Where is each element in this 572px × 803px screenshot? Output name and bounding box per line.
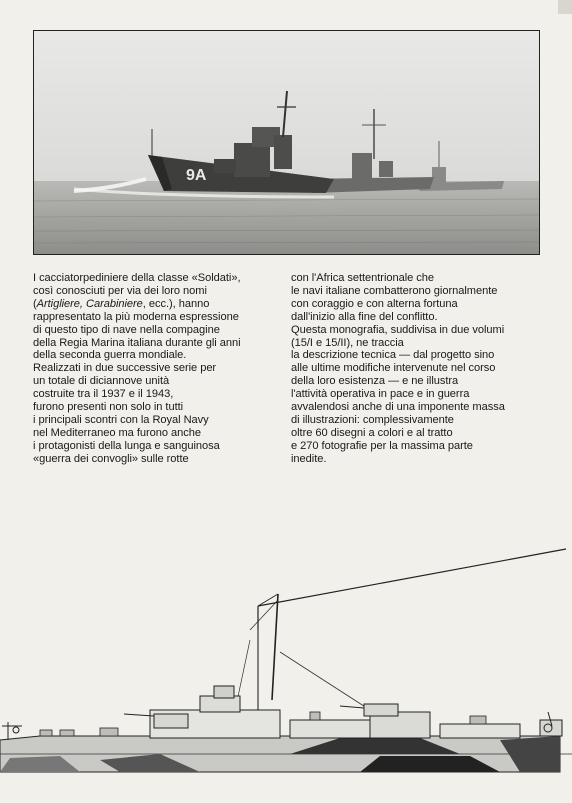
text-segment: i principali scontri con la Royal Navy: [33, 413, 209, 426]
text-line: l'attività operativa in pace e in guerra: [291, 388, 470, 401]
text-segment: di questo tipo di nave nella compagine: [33, 323, 220, 336]
text-line: avvalendosi anche di una imponente massa: [291, 401, 505, 414]
text-line: dall'inizio alla fine del conflitto.: [291, 310, 438, 323]
text-line: [33, 362, 283, 375]
text-line: alle ultime modifiche intervenute nel corso: [291, 362, 496, 375]
text-segment: furono presenti non solo in tutti: [33, 401, 184, 414]
text-line: [33, 324, 283, 337]
text-segment: i protagonisti della lunga e sanguinosa: [33, 439, 220, 452]
text-segment: un totale di diciannove unità: [33, 375, 170, 388]
text-line: di illustrazioni: complessivamente: [291, 413, 454, 426]
text-line: [33, 298, 283, 311]
text-line: [33, 414, 283, 427]
text-line: (15/I e 15/II), ne traccia: [291, 336, 404, 349]
text-line: [33, 285, 283, 298]
text-line: oltre 60 disegni a colori e al tratto: [291, 426, 453, 439]
text-segment: della Regia Marina italiana durante gli anni: [33, 336, 241, 349]
destroyer-photo: [33, 30, 540, 255]
text-line: [33, 440, 283, 453]
destroyer-profile-drawing: [0, 540, 572, 803]
text-segment: «guerra dei convogli» sulle rotte: [33, 452, 189, 465]
text-line: [33, 453, 283, 466]
intro-text-right-column: [291, 272, 546, 466]
text-line: la descrizione tecnica — dal progetto sino: [291, 349, 495, 362]
text-line: [33, 401, 283, 414]
intro-text-left-column: [33, 272, 283, 466]
text-segment: così conosciuti per via dei loro nomi: [33, 284, 207, 297]
text-line: le navi italiane combatterono giornalmente: [291, 284, 498, 297]
text-line: [33, 349, 283, 362]
text-segment: rappresentato la più moderna espressione: [33, 310, 239, 323]
text-line: [33, 311, 283, 324]
text-segment: , ecc.), hanno: [142, 297, 210, 310]
text-line: [33, 427, 283, 440]
text-segment: costruite tra il 1937 e il 1943,: [33, 388, 174, 401]
hull-number: 9A: [186, 167, 207, 184]
text-segment: Artigliere, Carabiniere: [36, 297, 143, 310]
text-line: Questa monografia, suddivisa in due volumi: [291, 323, 505, 336]
text-line: con l'Africa settentrionale che: [291, 272, 435, 284]
text-line: e 270 fotografie per la massima parte: [291, 439, 473, 452]
text-line: della loro esistenza — e ne illustra: [291, 375, 459, 388]
text-line: [33, 375, 283, 388]
text-line: con coraggio e con alterna fortuna: [291, 297, 458, 310]
text-segment: della seconda guerra mondiale.: [33, 349, 187, 362]
text-line: [33, 388, 283, 401]
text-segment: (: [33, 297, 37, 310]
text-segment: Realizzati in due successive serie per: [33, 362, 217, 375]
text-line: [33, 337, 283, 350]
page-corner: [558, 0, 572, 14]
text-line: [33, 272, 283, 285]
text-segment: nel Mediterraneo ma furono anche: [33, 426, 201, 439]
text-line: inedite.: [291, 452, 327, 465]
text-segment: I cacciatorpediniere della classe «Soldati»,: [33, 272, 241, 284]
